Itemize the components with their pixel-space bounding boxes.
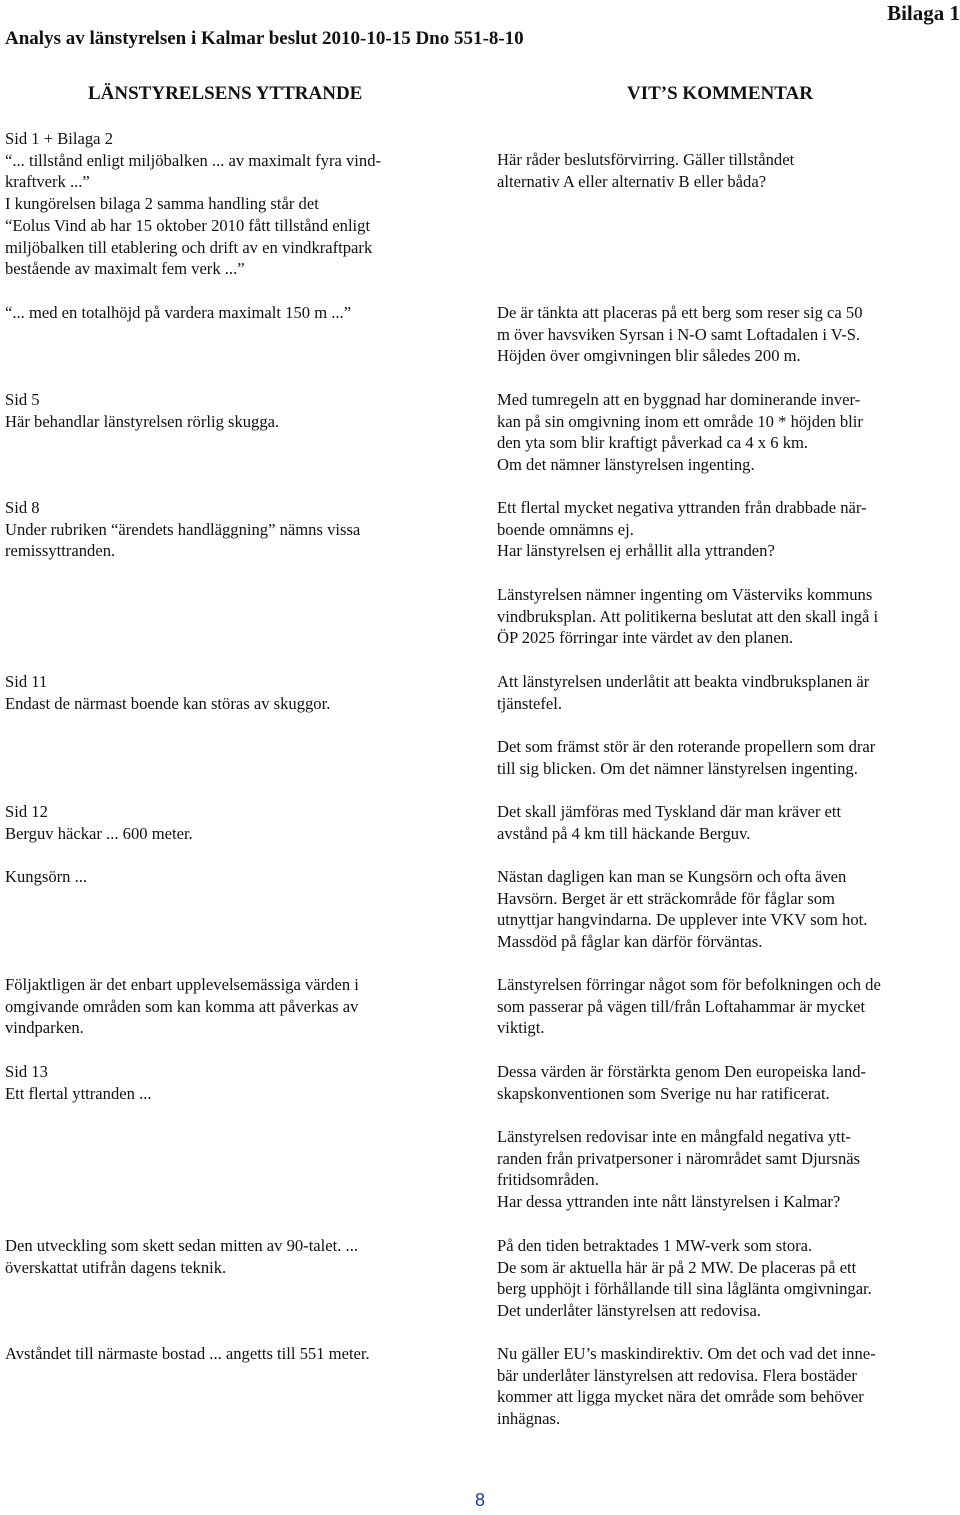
text-line: Här råder beslutsförvirring. Gäller tillståndet <box>497 150 795 169</box>
text-line: skapskonventionen som Sverige nu har ratificerat. <box>497 1083 830 1103</box>
right-block-3 <box>497 389 957 476</box>
text-line: Den utveckling som skett sedan mitten av 90-talet. ... <box>5 1236 358 1255</box>
text-line: m över havsviken Syrsan i N-O samt Loftadalen i V-S. <box>497 324 861 344</box>
right-block-1 <box>497 149 957 192</box>
text-line: Att länstyrelsen underlåtit att beakta vindbruksplanen är <box>497 672 870 691</box>
text-line: Om det nämner länstyrelsen ingenting. <box>497 455 755 475</box>
text-line: Länstyrelsen redovisar inte en mångfald negativa ytt- <box>497 1127 851 1146</box>
right-column-heading: VIT’S KOMMENTAR <box>627 83 813 104</box>
text-line: “Eolus Vind ab har 15 oktober 2010 fått tillstånd enligt <box>5 215 371 235</box>
text-line: Följaktligen är det enbart upplevelsemässiga värden i <box>5 975 359 994</box>
text-line: Kungsörn ... <box>5 867 88 886</box>
text-line: Har länstyrelsen ej erhållit alla yttranden? <box>497 541 775 561</box>
left-column-heading: LÄNSTYRELSENS YTTRANDE <box>88 83 363 104</box>
text-line: Sid 12 <box>5 802 48 821</box>
text-line: Ett flertal yttranden ... <box>5 1083 152 1103</box>
text-line: alternativ A eller alternativ B eller båda? <box>497 171 767 191</box>
right-block-9 <box>497 866 957 953</box>
left-block-1 <box>5 128 475 280</box>
text-line: överskattat utifrån dagens teknik. <box>5 1257 227 1277</box>
text-line: viktigt. <box>497 1018 545 1038</box>
text-line: inhägnas. <box>497 1409 561 1429</box>
right-block-8 <box>497 801 957 844</box>
left-block-3 <box>5 389 475 432</box>
text-line: Dessa värden är förstärkta genom Den europeiska land- <box>497 1062 867 1081</box>
left-block-2 <box>5 302 475 324</box>
left-block-4 <box>5 497 475 562</box>
right-block-14 <box>497 1343 957 1430</box>
text-line: Med tumregeln att en byggnad har dominerande inver- <box>497 390 861 409</box>
text-line: Nu gäller EU’s maskindirektiv. Om det och vad det inne- <box>497 1344 876 1363</box>
text-line: Sid 11 <box>5 672 48 691</box>
text-line: miljöbalken till etablering och drift av en vindkraftpark <box>5 237 373 257</box>
text-line: kraftverk ...” <box>5 172 90 192</box>
left-block-5 <box>5 671 475 714</box>
text-line: Sid 8 <box>5 498 40 517</box>
text-line: Berguv häckar ... 600 meter. <box>5 823 193 843</box>
text-line: som passerar på vägen till/från Loftahammar är mycket <box>497 996 866 1016</box>
text-line: Avståndet till närmaste bostad ... angetts till 551 meter. <box>5 1344 370 1363</box>
right-block-11 <box>497 1061 957 1104</box>
text-line: kan på sin omgivning inom ett område 10 * höjden blir <box>497 411 863 431</box>
right-block-6 <box>497 671 957 714</box>
text-line: vindbruksplan. Att politikerna beslutat att den skall ingå i <box>497 606 879 626</box>
right-block-10 <box>497 974 957 1039</box>
left-block-9 <box>5 1061 475 1104</box>
text-line: remissyttranden. <box>5 541 116 561</box>
text-line: den yta som blir kraftigt påverkad ca 4 x 6 km. <box>497 433 809 453</box>
text-line: randen från privatpersoner i närområdet samt Djursnäs <box>497 1148 861 1168</box>
appendix-label: Bilaga 1 <box>887 1 960 25</box>
text-line: Massdöd på fåglar kan därför förväntas. <box>497 932 763 952</box>
left-block-10 <box>5 1235 475 1278</box>
text-line: ÖP 2025 förringar inte värdet av den planen. <box>497 628 794 648</box>
text-line: “... med en totalhöjd på vardera maximalt 150 m ...” <box>5 303 352 322</box>
text-line: Det skall jämföras med Tyskland där man kräver ett <box>497 802 842 821</box>
text-line: Har dessa yttranden inte nått länstyrelsen i Kalmar? <box>497 1192 841 1212</box>
text-line: De som är aktuella här är på 2 MW. De placeras på ett <box>497 1257 857 1277</box>
text-line: berg upphöjt i förhållande till sina låglänta omgivningar. <box>497 1279 872 1299</box>
text-line: avstånd på 4 km till häckande Berguv. <box>497 823 751 843</box>
text-line: utnyttjar hangvindarna. De upplever inte VKV som hot. <box>497 910 868 930</box>
left-block-7 <box>5 866 475 888</box>
right-block-7 <box>497 736 957 779</box>
text-line: I kungörelsen bilaga 2 samma handling står det <box>5 194 319 214</box>
text-line: bestående av maximalt fem verk ...” <box>5 259 245 279</box>
text-line: Havsörn. Berget är ett sträckområde för fåglar som <box>497 888 835 908</box>
right-block-2 <box>497 302 957 367</box>
text-line: Det underlåter länstyrelsen att redovisa. <box>497 1301 762 1321</box>
left-block-6 <box>5 801 475 844</box>
text-line: tjänstefel. <box>497 693 562 713</box>
text-line: Ett flertal mycket negativa yttranden från drabbade när- <box>497 498 867 517</box>
text-line: Nästan dagligen kan man se Kungsörn och ofta även <box>497 867 847 886</box>
text-line: Det som främst stör är den roterande propellern som drar <box>497 737 876 756</box>
text-line: Höjden över omgivningen blir således 200 m. <box>497 346 801 366</box>
text-line: “... tillstånd enligt miljöbalken ... av maximalt fyra vind- <box>5 150 382 170</box>
right-block-12 <box>497 1126 957 1213</box>
text-line: På den tiden betraktades 1 MW-verk som stora. <box>497 1236 813 1255</box>
right-block-4 <box>497 497 957 562</box>
right-block-5 <box>497 584 957 649</box>
text-line: boende omnämns ej. <box>497 519 634 539</box>
text-line: fritidsområden. <box>497 1170 599 1190</box>
text-line: De är tänkta att placeras på ett berg som reser sig ca 50 <box>497 303 863 322</box>
text-line: kommer att ligga mycket nära det område som behöver <box>497 1387 864 1407</box>
text-line: Länstyrelsen förringar något som för befolkningen och de <box>497 975 881 994</box>
text-line: Endast de närmast boende kan störas av skuggor. <box>5 693 331 713</box>
right-block-13 <box>497 1235 957 1322</box>
text-line: omgivande områden som kan komma att påverkas av <box>5 996 359 1016</box>
text-line: bär underlåter länstyrelsen att redovisa. Flera bostäder <box>497 1365 857 1385</box>
text-line: Under rubriken “ärendets handläggning” nämns vissa <box>5 519 361 539</box>
document-title: Analys av länstyrelsen i Kalmar beslut 2010-10-15 Dno 551-8-10 <box>5 28 524 49</box>
text-line: Sid 13 <box>5 1062 48 1081</box>
text-line: Länstyrelsen nämner ingenting om Västerviks kommuns <box>497 585 873 604</box>
page-number: 8 <box>474 1490 485 1510</box>
text-line: till sig blicken. Om det nämner länstyrelsen ingenting. <box>497 758 858 778</box>
text-line: Sid 1 + Bilaga 2 <box>5 129 113 148</box>
left-block-8 <box>5 974 475 1039</box>
text-line: Här behandlar länstyrelsen rörlig skugga. <box>5 411 280 431</box>
text-line: Sid 5 <box>5 390 40 409</box>
text-line: vindparken. <box>5 1018 84 1038</box>
left-block-11 <box>5 1343 475 1365</box>
